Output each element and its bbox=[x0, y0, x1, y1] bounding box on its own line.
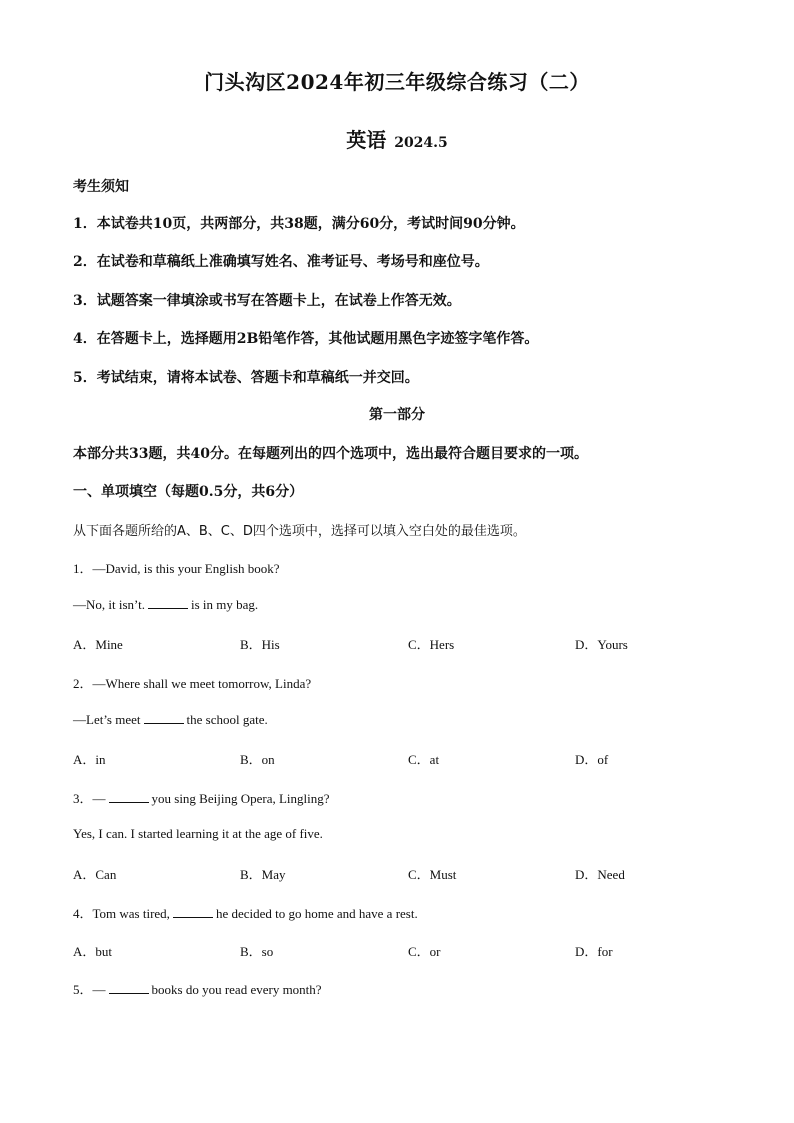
notice-item: 1．本试卷共10页，共两部分，共38题，满分60分，考试时间90分钟。 bbox=[73, 216, 525, 232]
reply-text: —No, it isn’t. bbox=[73, 597, 145, 612]
stem-text: books do you read every month? bbox=[151, 982, 322, 997]
option-c: C．Hers bbox=[408, 637, 455, 652]
reply-text: the school gate. bbox=[186, 712, 268, 727]
option-a: A．Can bbox=[73, 867, 117, 882]
answer-blank bbox=[109, 981, 149, 994]
question-2-reply bbox=[73, 711, 268, 728]
answer-blank bbox=[109, 790, 149, 803]
question-2-stem: 2．—Where shall we meet tomorrow, Linda? bbox=[73, 676, 312, 691]
part-intro: 本部分共33题，共40分。在每题列出的四个选项中，选出最符合题目要求的一项。 bbox=[73, 446, 588, 462]
question-4-stem bbox=[73, 903, 418, 922]
question-1-stem: 1．—David, is this your English book? bbox=[73, 561, 280, 576]
notice-item: 4．在答题卡上，选择题用2B铅笔作答，其他试题用黑色字迹签字笔作答。 bbox=[73, 331, 539, 347]
question-3-stem bbox=[73, 788, 330, 807]
option-a: A．but bbox=[73, 944, 113, 959]
page-title: 门头沟区2024年初三年级综合练习（二） bbox=[204, 70, 590, 94]
answer-blank bbox=[144, 711, 184, 724]
option-b: B．on bbox=[240, 752, 275, 767]
section-title: 一、单项填空（每题0.5分，共6分） bbox=[73, 484, 304, 500]
answer-blank bbox=[173, 905, 213, 918]
option-b: B．so bbox=[240, 944, 274, 959]
option-c: C．Must bbox=[408, 867, 457, 882]
notice-item: 5．考试结束，请将本试卷、答题卡和草稿纸一并交回。 bbox=[73, 370, 419, 386]
notice-item: 3．试题答案一律填涂或书写在答题卡上，在试卷上作答无效。 bbox=[73, 293, 461, 309]
stem-text: 3．— bbox=[73, 791, 106, 806]
notice-item: 2．在试卷和草稿纸上准确填写姓名、准考证号、考场号和座位号。 bbox=[73, 254, 489, 270]
question-5-stem bbox=[73, 979, 322, 998]
option-d: D．for bbox=[575, 944, 613, 959]
option-a: A．in bbox=[73, 752, 106, 767]
option-d: D．Yours bbox=[575, 637, 628, 652]
option-d: D．of bbox=[575, 752, 609, 767]
stem-text: 4．Tom was tired, bbox=[73, 906, 170, 921]
option-c: C．or bbox=[408, 944, 441, 959]
part-title: 第一部分 bbox=[369, 407, 425, 423]
question-1-reply bbox=[73, 596, 258, 613]
answer-blank bbox=[148, 596, 188, 609]
reply-text: —Let’s meet bbox=[73, 712, 141, 727]
question-3-reply: Yes, I can. I started learning it at the age of five. bbox=[73, 826, 323, 841]
reply-text: is in my bag. bbox=[191, 597, 259, 612]
option-a: A．Mine bbox=[73, 637, 123, 652]
option-b: B．May bbox=[240, 867, 286, 882]
subject-label: 英语 bbox=[346, 128, 387, 152]
option-d: D．Need bbox=[575, 867, 625, 882]
section-instruction: 从下面各题所给的A、B、C、D四个选项中，选择可以填入空白处的最佳选项。 bbox=[73, 524, 526, 539]
stem-text: he decided to go home and have a rest. bbox=[215, 906, 418, 921]
notice-heading: 考生须知 bbox=[73, 179, 129, 195]
exam-date: 2024.5 bbox=[394, 135, 448, 151]
option-c: C．at bbox=[408, 752, 440, 767]
subject-line bbox=[0, 124, 794, 153]
option-b: B．His bbox=[240, 637, 280, 652]
stem-text: you sing Beijing Opera, Lingling? bbox=[151, 791, 330, 806]
stem-text: 5．— bbox=[73, 982, 106, 997]
